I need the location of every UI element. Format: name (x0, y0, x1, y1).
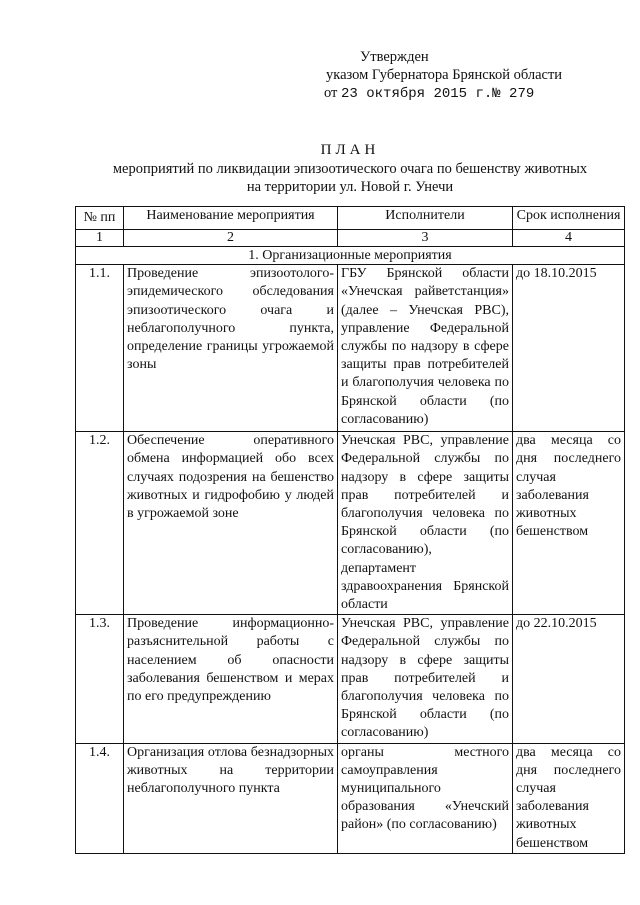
row-executors: органы местного самоуправления муниципального образования «Унечский район» (по согласованию) (338, 743, 513, 853)
plan-subtitle-line2: на территории ул. Новой г. Унечи (246, 179, 454, 195)
header-measure-name: Наименование мероприятия (124, 207, 338, 230)
approval-stamp (318, 48, 562, 103)
row-deadline: два месяца со дня последнего случая заболевания животных бешенством (513, 743, 625, 853)
document-title (60, 141, 640, 196)
row-measure: Проведение эпизоотолого-эпидемического обследования эпизоотического очага и неблагополучного пункта, определение границы угрожаемой зоны (124, 265, 338, 432)
row-executors: ГБУ Брянской области «Унечская райветстанция» (далее – Унечская РВС), управление Федеральной службы по надзору в сфере защиты прав потребителей и благополучия человека по Брянской области (по согласованию) (338, 265, 513, 432)
index-cell: 3 (338, 230, 513, 247)
header-executors: Исполнители (338, 207, 513, 230)
row-executors: Унечская РВС, управление Федеральной службы по надзору в сфере защиты прав потребителей и благополучия человека по Брянской области (по согласованию), департамент здравоохранения Брянской области (338, 432, 513, 615)
plan-heading: ПЛАН (320, 142, 380, 158)
table-row (76, 615, 625, 743)
header-deadline: Срок исполнения (513, 207, 625, 230)
row-number: 1.4. (76, 743, 124, 853)
index-cell: 4 (513, 230, 625, 247)
row-executors: Унечская РВС, управление Федеральной службы по надзору в сфере защиты прав потребителей и благополучия человека по Брянской области (по согласованию) (338, 615, 513, 743)
section-row (76, 247, 625, 265)
row-measure: Проведение информационно-разъяснительной работы с населением об опасности заболевания бешенством и мерах по его предупреждению (124, 615, 338, 743)
table-row (76, 432, 625, 615)
row-deadline: два месяца со дня последнего случая заболевания животных бешенством (513, 432, 625, 615)
row-deadline: до 22.10.2015 (513, 615, 625, 743)
plan-subtitle-line1: мероприятий по ликвидации эпизоотического очага по бешенству животных (112, 161, 588, 177)
row-measure: Обеспечение оперативного обмена информацией обо всех случаях подозрения на бешенство животных и гидрофобию у людей в угрожаемой зоне (124, 432, 338, 615)
approval-label: Утвержден (360, 49, 429, 65)
table-index-row (76, 230, 625, 247)
index-cell: 1 (76, 230, 124, 247)
table-row (76, 743, 625, 853)
row-number: 1.3. (76, 615, 124, 743)
row-deadline: до 18.10.2015 (513, 265, 625, 432)
measures-table (75, 206, 625, 854)
table-header-row (76, 207, 625, 230)
approval-date-prefix: от (324, 85, 338, 101)
section-title: 1. Организационные мероприятия (76, 247, 625, 265)
approval-decree: указом Губернатора Брянской области (326, 67, 563, 83)
row-measure: Организация отлова безнадзорных животных на территории неблагополучного пункта (124, 743, 338, 853)
table-row (76, 265, 625, 432)
row-number: 1.2. (76, 432, 124, 615)
index-cell: 2 (124, 230, 338, 247)
header-number: № пп (76, 207, 124, 230)
row-number: 1.1. (76, 265, 124, 432)
approval-date: 23 октября 2015 г.№ 279 (341, 86, 535, 102)
approval-date-line (318, 84, 562, 103)
